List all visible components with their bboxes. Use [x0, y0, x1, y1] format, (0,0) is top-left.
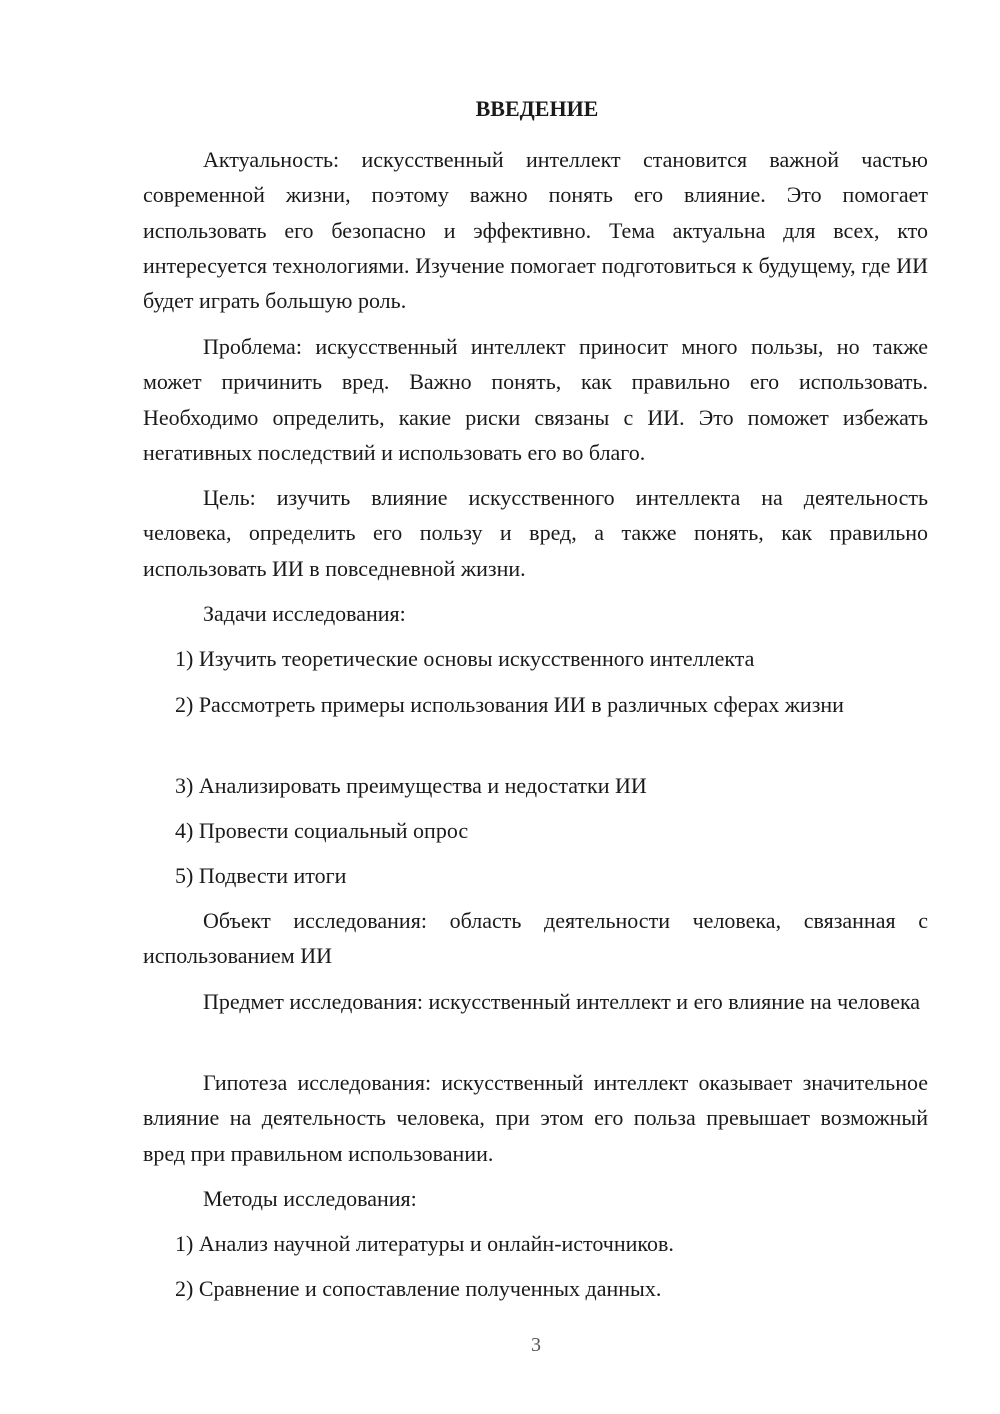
problem-paragraph: Проблема: искусственный интеллект приносит много пользы, но также может причинить вред. Важно понять, как правильно его использовать. Необходимо определить, какие риски связаны с ИИ. Это поможет избежать негативных последствий и использовать его во благо.	[143, 334, 928, 465]
task-item: 2) Рассмотреть примеры использования ИИ в различных сферах жизни	[175, 692, 844, 717]
task-item: 1) Изучить теоретические основы искусственного интеллекта	[175, 646, 755, 671]
task-item: 4) Провести социальный опрос	[175, 818, 469, 843]
methods-heading: Методы исследования:	[203, 1186, 417, 1211]
object-paragraph: Объект исследования: область деятельности человека, связанная с использованием ИИ	[143, 908, 928, 969]
hypothesis-paragraph: Гипотеза исследования: искусственный интеллект оказывает значительное влияние на деятельность человека, при этом его польза превышает возможный вред при правильном использовании.	[143, 1070, 928, 1166]
task-item: 5) Подвести итоги	[175, 863, 347, 888]
tasks-heading: Задачи исследования:	[203, 601, 406, 626]
subject-paragraph: Предмет исследования: искусственный интеллект и его влияние на человека	[203, 989, 921, 1014]
goal-paragraph: Цель: изучить влияние искусственного интеллекта на деятельность человека, определить его пользу и вред, а также понять, как правильно использовать ИИ в повседневной жизни.	[143, 485, 928, 581]
page-number: 3	[531, 1334, 541, 1356]
relevance-paragraph: Актуальность: искусственный интеллект становится важной частью современной жизни, поэтому важно понять его влияние. Это помогает использовать его безопасно и эффективно. Тема актуальна для всех, кто интересуется технологиями. Изучение помогает подготовиться к будущему, где ИИ будет играть большую роль.	[143, 147, 928, 314]
task-item: 3) Анализировать преимущества и недостатки ИИ	[175, 773, 647, 798]
method-item: 1) Анализ научной литературы и онлайн-источников.	[175, 1231, 674, 1256]
method-item: 2) Сравнение и сопоставление полученных данных.	[175, 1276, 662, 1301]
section-title: ВВЕДЕНИЕ	[475, 96, 599, 121]
